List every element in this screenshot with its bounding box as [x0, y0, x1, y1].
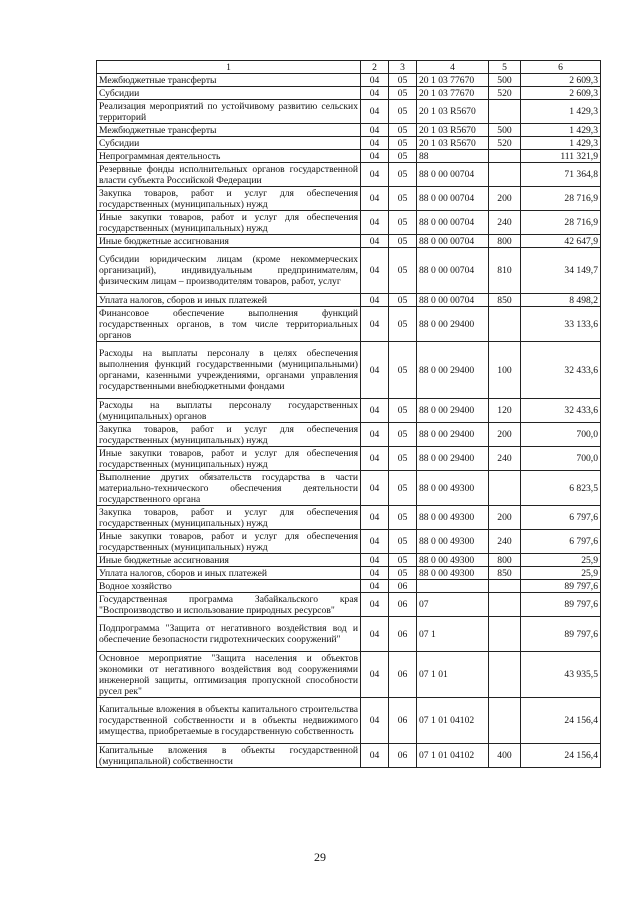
row-amount-cell: 43 935,5: [521, 652, 601, 698]
row-col3-cell: 05: [389, 530, 417, 554]
row-amount-cell: 700,0: [521, 423, 601, 447]
row-amount-cell: 6 797,6: [521, 506, 601, 530]
table-row: [97, 87, 601, 100]
row-type-cell: 520: [489, 137, 521, 150]
row-amount-cell: 1 429,3: [521, 124, 601, 137]
table-row: [97, 307, 601, 342]
row-col3-cell: 05: [389, 342, 417, 399]
budget-table-page: [96, 60, 600, 768]
row-code-cell: 88 0 00 00704: [417, 187, 489, 211]
row-code-cell: [417, 580, 489, 593]
row-name-cell: Выполнение других обязательств государства в части материально-технического обеспечения деятельности государственного органа: [97, 471, 361, 506]
row-col2-cell: 04: [361, 506, 389, 530]
row-code-cell: 20 1 03 77670: [417, 74, 489, 87]
row-code-cell: 88 0 00 29400: [417, 307, 489, 342]
table-row: [97, 744, 601, 768]
row-col2-cell: 04: [361, 187, 389, 211]
row-amount-cell: 25,9: [521, 567, 601, 580]
row-code-cell: 88 0 00 29400: [417, 342, 489, 399]
row-type-cell: 120: [489, 399, 521, 423]
table-row: [97, 211, 601, 235]
row-name-cell: Капитальные вложения в объекты капитального строительства государственной собственности и в объекты недвижимого имущества, приобретаемые в государственную собственность: [97, 698, 361, 744]
row-amount-cell: 33 133,6: [521, 307, 601, 342]
row-col2-cell: 04: [361, 698, 389, 744]
row-col3-cell: 05: [389, 506, 417, 530]
row-col2-cell: 04: [361, 399, 389, 423]
row-amount-cell: 6 797,6: [521, 530, 601, 554]
row-col2-cell: 04: [361, 471, 389, 506]
row-amount-cell: 24 156,4: [521, 744, 601, 768]
row-col2-cell: 04: [361, 124, 389, 137]
row-col2-cell: 04: [361, 593, 389, 617]
row-col3-cell: 05: [389, 423, 417, 447]
row-col2-cell: 04: [361, 307, 389, 342]
table-header-row: [97, 61, 601, 74]
table-row: [97, 100, 601, 124]
row-col3-cell: 05: [389, 235, 417, 248]
row-name-cell: Капитальные вложения в объекты государственной (муниципальной) собственности: [97, 744, 361, 768]
table-row: [97, 530, 601, 554]
row-amount-cell: 6 823,5: [521, 471, 601, 506]
row-name-cell: Субсидии: [97, 137, 361, 150]
row-col3-cell: 05: [389, 137, 417, 150]
row-amount-cell: 89 797,6: [521, 593, 601, 617]
row-col2-cell: 04: [361, 74, 389, 87]
row-amount-cell: 25,9: [521, 554, 601, 567]
row-code-cell: 20 1 03 R5670: [417, 137, 489, 150]
row-col3-cell: 05: [389, 248, 417, 294]
row-name-cell: Основное мероприятие "Защита населения и объектов экономики от негативного воздействия вод сооружениями инженерной защиты, оптимизация пропускной способности русел рек": [97, 652, 361, 698]
row-type-cell: 500: [489, 124, 521, 137]
row-code-cell: 88 0 00 00704: [417, 248, 489, 294]
row-type-cell: [489, 698, 521, 744]
row-type-cell: 520: [489, 87, 521, 100]
row-col3-cell: 06: [389, 652, 417, 698]
table-row: [97, 423, 601, 447]
row-name-cell: Иные закупки товаров, работ и услуг для обеспечения государственных (муниципальных) нужд: [97, 447, 361, 471]
row-col2-cell: 04: [361, 100, 389, 124]
row-code-cell: 88 0 00 49300: [417, 554, 489, 567]
row-col2-cell: 04: [361, 554, 389, 567]
row-col3-cell: 06: [389, 744, 417, 768]
row-type-cell: [489, 652, 521, 698]
row-amount-cell: 2 609,3: [521, 87, 601, 100]
row-code-cell: 88 0 00 29400: [417, 399, 489, 423]
table-row: [97, 554, 601, 567]
row-type-cell: [489, 100, 521, 124]
row-col2-cell: 04: [361, 294, 389, 307]
row-amount-cell: 89 797,6: [521, 617, 601, 652]
row-code-cell: 20 1 03 77670: [417, 87, 489, 100]
row-name-cell: Подпрограмма "Защита от негативного воздействия вод и обеспечение безопасности гидротехнических сооружений": [97, 617, 361, 652]
row-col2-cell: 04: [361, 530, 389, 554]
row-type-cell: 800: [489, 235, 521, 248]
row-amount-cell: 700,0: [521, 447, 601, 471]
row-code-cell: 88 0 00 49300: [417, 530, 489, 554]
row-col3-cell: 05: [389, 447, 417, 471]
table-row: [97, 447, 601, 471]
row-type-cell: [489, 307, 521, 342]
row-type-cell: 200: [489, 187, 521, 211]
table-row: [97, 187, 601, 211]
row-col3-cell: 05: [389, 100, 417, 124]
row-name-cell: Субсидии юридическим лицам (кроме некоммерческих организаций), индивидуальным предпринимателям, физическим лицам – производителям товаров, работ, услуг: [97, 248, 361, 294]
table-row: [97, 580, 601, 593]
header-col-1: 1: [97, 61, 361, 74]
row-col3-cell: 06: [389, 593, 417, 617]
row-name-cell: Резервные фонды исполнительных органов государственной власти субъекта Российской Федерации: [97, 163, 361, 187]
row-col2-cell: 04: [361, 248, 389, 294]
row-col2-cell: 04: [361, 211, 389, 235]
row-code-cell: 88: [417, 150, 489, 163]
row-name-cell: Непрограммная деятельность: [97, 150, 361, 163]
header-col-3: 3: [389, 61, 417, 74]
row-col3-cell: 05: [389, 471, 417, 506]
row-name-cell: Иные закупки товаров, работ и услуг для обеспечения государственных (муниципальных) нужд: [97, 211, 361, 235]
row-amount-cell: 32 433,6: [521, 342, 601, 399]
row-col3-cell: 06: [389, 698, 417, 744]
row-amount-cell: 2 609,3: [521, 74, 601, 87]
row-code-cell: 88 0 00 00704: [417, 211, 489, 235]
row-amount-cell: 89 797,6: [521, 580, 601, 593]
row-amount-cell: 111 321,9: [521, 150, 601, 163]
row-name-cell: Закупка товаров, работ и услуг для обеспечения государственных (муниципальных) нужд: [97, 423, 361, 447]
row-amount-cell: 42 647,9: [521, 235, 601, 248]
row-col2-cell: 04: [361, 567, 389, 580]
header-col-5: 5: [489, 61, 521, 74]
row-code-cell: 07 1 01 04102: [417, 744, 489, 768]
table-row: [97, 150, 601, 163]
table-row: [97, 567, 601, 580]
row-code-cell: 20 1 03 R5670: [417, 124, 489, 137]
row-amount-cell: 71 364,8: [521, 163, 601, 187]
table-row: [97, 471, 601, 506]
table-row: [97, 698, 601, 744]
row-code-cell: 88 0 00 00704: [417, 163, 489, 187]
row-name-cell: Межбюджетные трансферты: [97, 74, 361, 87]
row-name-cell: Финансовое обеспечение выполнения функций государственных органов, в том числе территориальных органов: [97, 307, 361, 342]
row-name-cell: Реализация мероприятий по устойчивому развитию сельских территорий: [97, 100, 361, 124]
row-code-cell: 88 0 00 49300: [417, 506, 489, 530]
row-name-cell: Иные закупки товаров, работ и услуг для обеспечения государственных (муниципальных) нужд: [97, 530, 361, 554]
row-col2-cell: 04: [361, 342, 389, 399]
row-code-cell: 20 1 03 R5670: [417, 100, 489, 124]
row-name-cell: Закупка товаров, работ и услуг для обеспечения государственных (муниципальных) нужд: [97, 187, 361, 211]
row-type-cell: 240: [489, 211, 521, 235]
row-type-cell: 240: [489, 447, 521, 471]
row-col3-cell: 05: [389, 124, 417, 137]
row-col2-cell: 04: [361, 235, 389, 248]
row-code-cell: 07 1: [417, 617, 489, 652]
row-col2-cell: 04: [361, 163, 389, 187]
row-code-cell: 07: [417, 593, 489, 617]
row-amount-cell: 1 429,3: [521, 100, 601, 124]
row-type-cell: 240: [489, 530, 521, 554]
row-code-cell: 88 0 00 29400: [417, 423, 489, 447]
row-col2-cell: 04: [361, 447, 389, 471]
row-col3-cell: 05: [389, 554, 417, 567]
row-name-cell: Иные бюджетные ассигнования: [97, 235, 361, 248]
row-col2-cell: 04: [361, 744, 389, 768]
table-row: [97, 593, 601, 617]
page-number: 29: [314, 850, 326, 864]
row-code-cell: 07 1 01: [417, 652, 489, 698]
row-type-cell: [489, 617, 521, 652]
row-name-cell: Субсидии: [97, 87, 361, 100]
row-name-cell: Расходы на выплаты персоналу государственных (муниципальных) органов: [97, 399, 361, 423]
table-row: [97, 342, 601, 399]
row-name-cell: Иные бюджетные ассигнования: [97, 554, 361, 567]
table-row: [97, 137, 601, 150]
row-col2-cell: 04: [361, 617, 389, 652]
row-name-cell: Уплата налогов, сборов и иных платежей: [97, 294, 361, 307]
row-col3-cell: 06: [389, 580, 417, 593]
row-col3-cell: 05: [389, 307, 417, 342]
row-col3-cell: 05: [389, 163, 417, 187]
table-row: [97, 74, 601, 87]
row-name-cell: Уплата налогов, сборов и иных платежей: [97, 567, 361, 580]
header-col-4: 4: [417, 61, 489, 74]
table-row: [97, 294, 601, 307]
row-type-cell: [489, 163, 521, 187]
row-name-cell: Закупка товаров, работ и услуг для обеспечения государственных (муниципальных) нужд: [97, 506, 361, 530]
table-row: [97, 652, 601, 698]
row-code-cell: 88 0 00 00704: [417, 235, 489, 248]
row-amount-cell: 28 716,9: [521, 187, 601, 211]
row-type-cell: [489, 593, 521, 617]
row-col2-cell: 04: [361, 580, 389, 593]
row-type-cell: 200: [489, 423, 521, 447]
row-code-cell: 88 0 00 00704: [417, 294, 489, 307]
row-col3-cell: 05: [389, 294, 417, 307]
table-row: [97, 399, 601, 423]
row-name-cell: Межбюджетные трансферты: [97, 124, 361, 137]
row-type-cell: 800: [489, 554, 521, 567]
row-type-cell: 850: [489, 294, 521, 307]
row-code-cell: 07 1 01 04102: [417, 698, 489, 744]
row-code-cell: 88 0 00 49300: [417, 567, 489, 580]
row-amount-cell: 8 498,2: [521, 294, 601, 307]
row-col2-cell: 04: [361, 652, 389, 698]
row-type-cell: 200: [489, 506, 521, 530]
header-col-2: 2: [361, 61, 389, 74]
row-amount-cell: 24 156,4: [521, 698, 601, 744]
row-col2-cell: 04: [361, 87, 389, 100]
row-name-cell: Расходы на выплаты персоналу в целях обеспечения выполнения функций государственными (муниципальными) органами, казенными учреждениями, органами управления государственными внебюджетными фондами: [97, 342, 361, 399]
row-col3-cell: 05: [389, 567, 417, 580]
row-col3-cell: 05: [389, 87, 417, 100]
row-col3-cell: 06: [389, 617, 417, 652]
row-amount-cell: 28 716,9: [521, 211, 601, 235]
table-row: [97, 617, 601, 652]
row-type-cell: 400: [489, 744, 521, 768]
row-amount-cell: 32 433,6: [521, 399, 601, 423]
table-row: [97, 235, 601, 248]
row-col3-cell: 05: [389, 150, 417, 163]
row-code-cell: 88 0 00 29400: [417, 447, 489, 471]
row-type-cell: [489, 580, 521, 593]
row-name-cell: Государственная программа Забайкальского края "Воспроизводство и использование природных ресурсов": [97, 593, 361, 617]
row-type-cell: 100: [489, 342, 521, 399]
row-type-cell: [489, 150, 521, 163]
row-amount-cell: 1 429,3: [521, 137, 601, 150]
row-col2-cell: 04: [361, 423, 389, 447]
row-col2-cell: 04: [361, 150, 389, 163]
row-type-cell: [489, 471, 521, 506]
table-row: [97, 163, 601, 187]
row-col3-cell: 05: [389, 399, 417, 423]
budget-table: [96, 60, 601, 768]
row-type-cell: 850: [489, 567, 521, 580]
table-row: [97, 124, 601, 137]
row-col2-cell: 04: [361, 137, 389, 150]
row-col3-cell: 05: [389, 211, 417, 235]
row-col3-cell: 05: [389, 74, 417, 87]
header-col-6: 6: [521, 61, 601, 74]
row-type-cell: 810: [489, 248, 521, 294]
row-col3-cell: 05: [389, 187, 417, 211]
row-amount-cell: 34 149,7: [521, 248, 601, 294]
row-type-cell: 500: [489, 74, 521, 87]
row-code-cell: 88 0 00 49300: [417, 471, 489, 506]
row-name-cell: Водное хозяйство: [97, 580, 361, 593]
table-row: [97, 506, 601, 530]
table-row: [97, 248, 601, 294]
